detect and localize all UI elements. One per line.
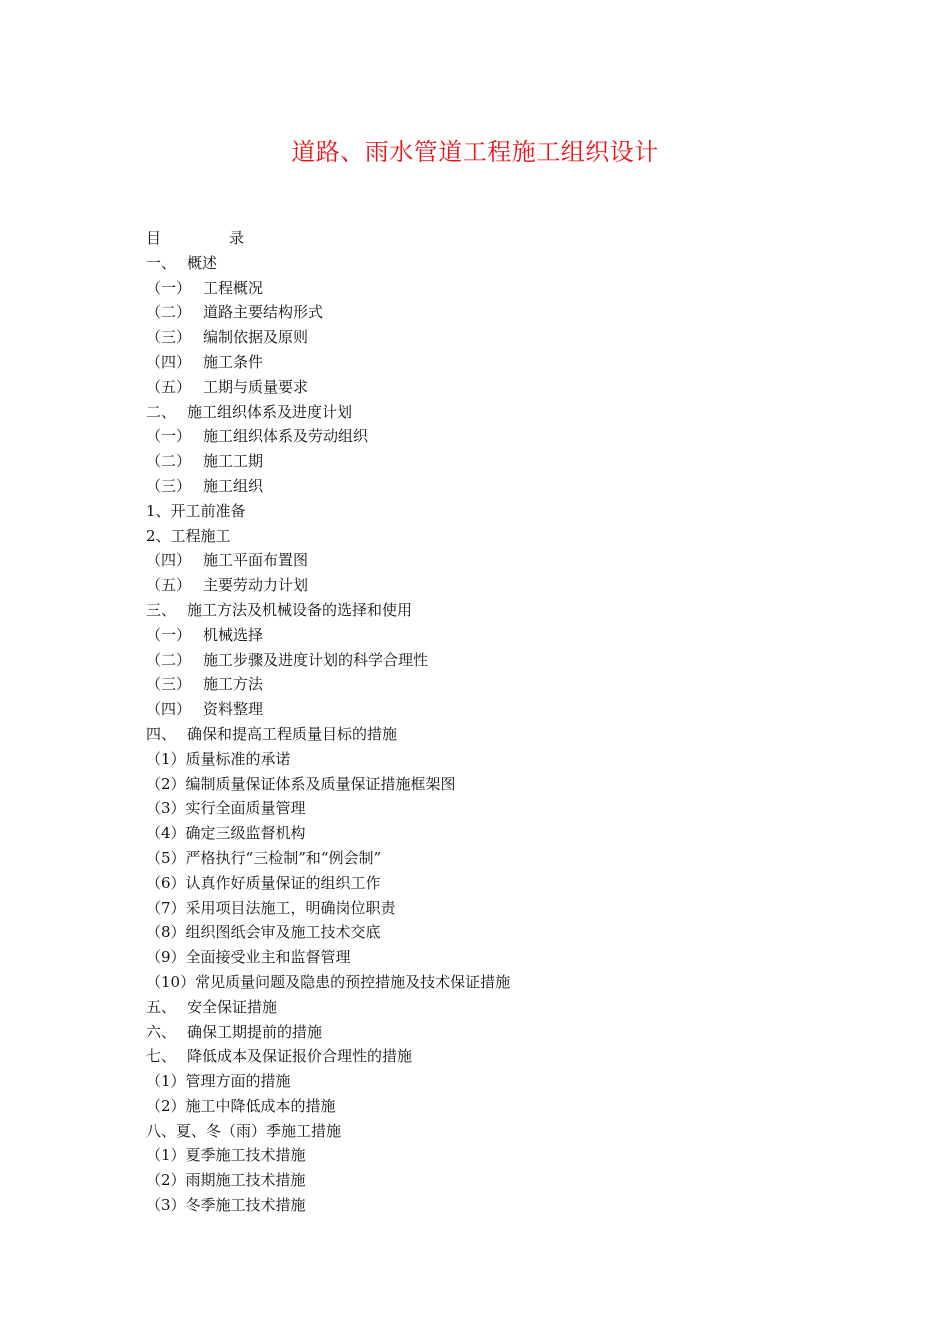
toc-entry[interactable]: [146, 350, 510, 375]
toc-entry[interactable]: [146, 474, 510, 499]
toc-entry-text: 编制质量保证体系及质量保证措施框架图: [185, 774, 456, 793]
toc-entry-text: 确保工期提前的措施: [187, 1022, 323, 1041]
toc-entry[interactable]: [146, 871, 510, 896]
toc-entry-text: 工期与质量要求: [203, 377, 309, 396]
toc-entry-number: 一、: [146, 253, 177, 272]
toc-entry[interactable]: [146, 400, 510, 425]
toc-entry[interactable]: [146, 722, 510, 747]
toc-entry-text: 施工组织体系及劳动组织: [203, 427, 369, 446]
toc-entry[interactable]: [146, 1119, 510, 1144]
toc-entry-number: 七、: [146, 1047, 177, 1066]
toc-entry[interactable]: [146, 796, 510, 821]
toc-entry-text: 确保和提高工程质量目标的措施: [187, 724, 398, 743]
toc-entry-text: 实行全面质量管理: [185, 799, 306, 818]
toc-entry-number: （7）: [146, 898, 186, 917]
toc-entry[interactable]: [146, 896, 510, 921]
toc-entry[interactable]: [146, 449, 510, 474]
toc-entry[interactable]: [146, 300, 510, 325]
toc-entry-text: 施工组织体系及进度计划: [187, 402, 353, 421]
toc-entry-text: 认真作好质量保证的组织工作: [185, 873, 381, 892]
toc-entry[interactable]: [146, 772, 510, 797]
toc-entry-number: （8）: [146, 923, 186, 942]
toc-entry-text: 施工平面布置图: [203, 551, 309, 570]
toc-entry-text: 八、夏、冬（雨）季施工措施: [146, 1121, 342, 1140]
toc-entry-number: （一）: [146, 625, 192, 644]
toc-entry-number: （五）: [146, 377, 192, 396]
toc-entry[interactable]: [146, 1020, 510, 1045]
toc-entry[interactable]: [146, 276, 510, 301]
toc-entry-text: 冬季施工技术措施: [185, 1196, 306, 1215]
toc-entry-text: 严格执行“三检制”和“例会制”: [185, 848, 382, 867]
toc-entry-text: 施工工期: [203, 452, 264, 471]
toc-entry-text: 确定三级监督机构: [185, 824, 306, 843]
toc-entry-number: （4）: [146, 824, 186, 843]
toc-entry-text: 组织图纸会审及施工技术交底: [185, 923, 381, 942]
toc-entry[interactable]: [146, 325, 510, 350]
toc-entry-text: 降低成本及保证报价合理性的措施: [187, 1047, 413, 1066]
toc-entry[interactable]: [146, 846, 510, 871]
toc-entry[interactable]: [146, 1143, 510, 1168]
toc-heading: [146, 226, 244, 251]
toc-entry-number: （四）: [146, 551, 192, 570]
toc-entry-text: 1、开工前准备: [146, 501, 246, 520]
toc-entry-text: 质量标准的承诺: [185, 749, 291, 768]
toc-entry-text: 道路主要结构形式: [203, 303, 324, 322]
toc-entry-number: （10）: [146, 972, 196, 991]
document-title: 道路、雨水管道工程施工组织设计: [291, 138, 659, 166]
toc-entry-number: （二）: [146, 650, 192, 669]
toc-entry-text: 采用项目法施工，明确岗位职责: [185, 898, 396, 917]
toc-entry[interactable]: [146, 375, 510, 400]
toc-entry-text: 概述: [187, 253, 218, 272]
toc-entry[interactable]: [146, 697, 510, 722]
toc-entry-number: 六、: [146, 1022, 177, 1041]
toc-entry-text: 夏季施工技术措施: [185, 1146, 306, 1165]
toc-entry-number: （一）: [146, 427, 192, 446]
toc-entry[interactable]: [146, 648, 510, 673]
toc-entry-text: 施工条件: [203, 352, 264, 371]
toc-entry[interactable]: [146, 524, 510, 549]
toc-entry[interactable]: [146, 598, 510, 623]
toc-entry-number: （2）: [146, 1171, 186, 1190]
toc-entry[interactable]: [146, 1193, 510, 1218]
toc-entry-number: 五、: [146, 997, 177, 1016]
toc-entry-number: （1）: [146, 749, 186, 768]
toc-entry-text: 机械选择: [203, 625, 264, 644]
toc-entry-number: （四）: [146, 352, 192, 371]
toc-entry-text: 施工方法: [203, 675, 264, 694]
toc-heading-right: 录: [229, 229, 245, 247]
toc-entry[interactable]: [146, 499, 510, 524]
toc-entry-number: （5）: [146, 848, 186, 867]
toc-entry-number: （1）: [146, 1072, 186, 1091]
toc-entry-text: 2、工程施工: [146, 526, 231, 545]
toc-entry-number: （三）: [146, 328, 192, 347]
toc-entry-number: （一）: [146, 278, 192, 297]
toc-entry-text: 全面接受业主和监督管理: [185, 948, 351, 967]
toc-entry[interactable]: [146, 747, 510, 772]
toc-entry-text: 编制依据及原则: [203, 328, 309, 347]
toc-entry[interactable]: [146, 970, 510, 995]
toc-entry-text: 施工组织: [203, 476, 264, 495]
toc-entry[interactable]: [146, 1168, 510, 1193]
toc-entry-number: 四、: [146, 724, 177, 743]
toc-entry-number: （四）: [146, 700, 192, 719]
toc-entry-text: 雨期施工技术措施: [185, 1171, 306, 1190]
toc-entry[interactable]: [146, 623, 510, 648]
toc-entry-text: 常见质量问题及隐患的预控措施及技术保证措施: [195, 972, 511, 991]
toc-entry[interactable]: [146, 548, 510, 573]
toc-entry[interactable]: [146, 821, 510, 846]
toc-entry-number: 二、: [146, 402, 177, 421]
toc-entry[interactable]: [146, 672, 510, 697]
toc-entry-number: （6）: [146, 873, 186, 892]
toc-entry-number: （二）: [146, 452, 192, 471]
toc-entry-text: 施工中降低成本的措施: [185, 1096, 336, 1115]
toc-entry[interactable]: [146, 573, 510, 598]
toc-entry-number: （2）: [146, 1096, 186, 1115]
toc-entry[interactable]: [146, 1044, 510, 1069]
toc-entry[interactable]: [146, 920, 510, 945]
toc-entry-number: （3）: [146, 1196, 186, 1215]
toc-heading-left: 目: [146, 229, 162, 247]
toc-entry-number: （五）: [146, 576, 192, 595]
toc-entry[interactable]: [146, 945, 510, 970]
toc-entry-number: （三）: [146, 476, 192, 495]
table-of-contents: [146, 251, 510, 1218]
toc-entry-text: 管理方面的措施: [185, 1072, 291, 1091]
toc-entry-number: （3）: [146, 799, 186, 818]
toc-entry-number: 三、: [146, 600, 177, 619]
toc-entry-number: （2）: [146, 774, 186, 793]
toc-entry[interactable]: [146, 1094, 510, 1119]
toc-entry[interactable]: [146, 1069, 510, 1094]
toc-entry-number: （1）: [146, 1146, 186, 1165]
toc-entry-text: 资料整理: [203, 700, 264, 719]
toc-entry-text: 安全保证措施: [187, 997, 278, 1016]
toc-entry-text: 施工步骤及进度计划的科学合理性: [203, 650, 429, 669]
toc-entry-number: （9）: [146, 948, 186, 967]
toc-entry-text: 主要劳动力计划: [203, 576, 309, 595]
toc-entry-number: （二）: [146, 303, 192, 322]
toc-entry[interactable]: [146, 251, 510, 276]
toc-entry[interactable]: [146, 424, 510, 449]
toc-entry-number: （三）: [146, 675, 192, 694]
toc-entry-text: 工程概况: [203, 278, 264, 297]
toc-entry-text: 施工方法及机械设备的选择和使用: [187, 600, 413, 619]
toc-entry[interactable]: [146, 995, 510, 1020]
